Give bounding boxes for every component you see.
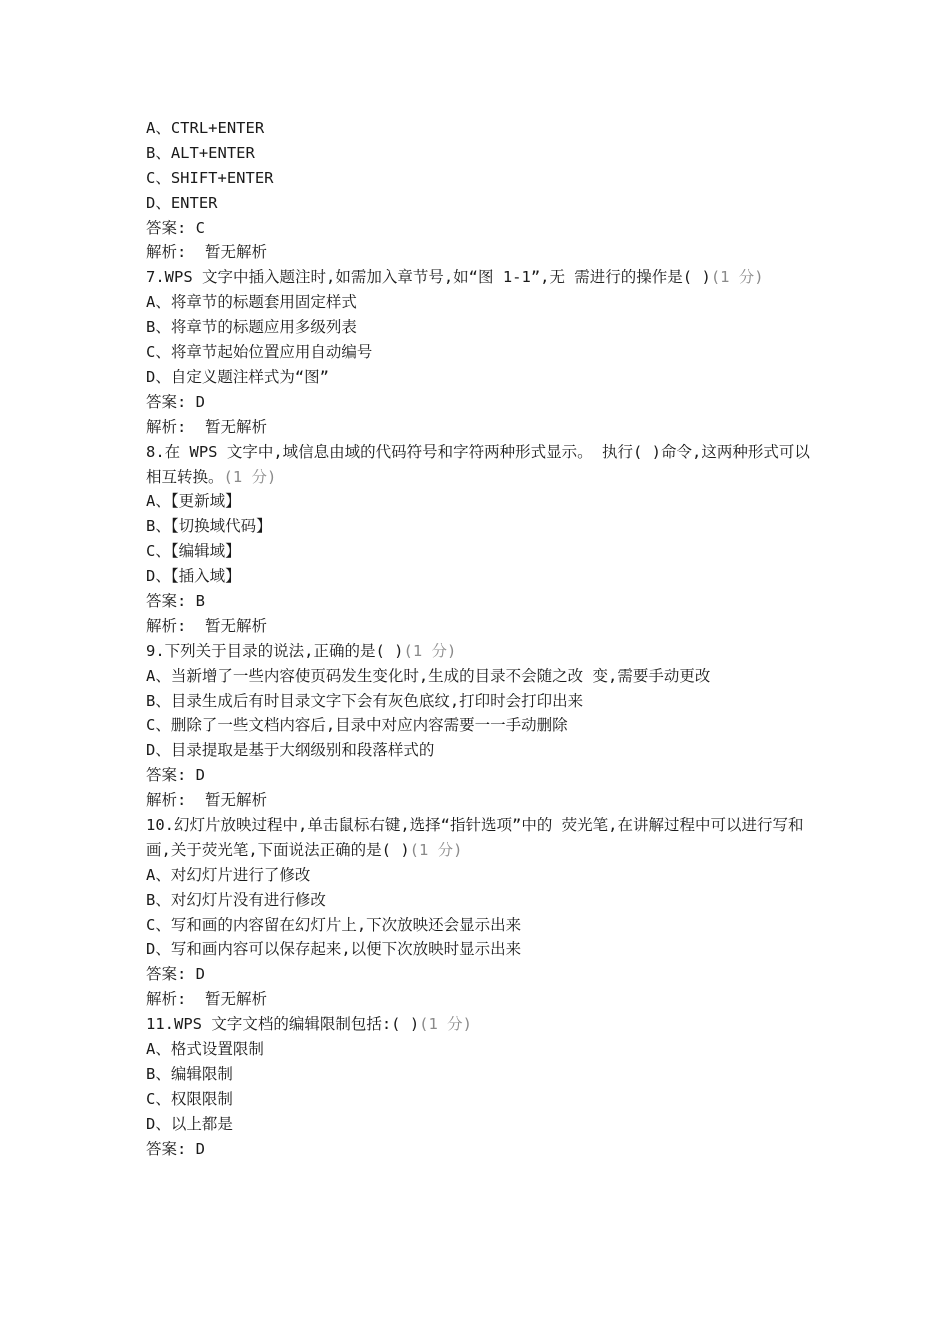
q6-option-b: B、ALT+ENTER [146,143,255,162]
q9-analysis: 解析: 暂无解析 [146,791,267,810]
q10-question [146,813,810,863]
q7-question-text: 7.WPS 文字中插入题注时,如需加入章节号,如“图 1-1”,无 需进行的操作是( ) [146,268,711,287]
q8-option-d: D、【插入域】 [146,567,241,586]
q11-score: (1 分) [419,1015,472,1034]
q6-analysis: 解析: 暂无解析 [146,243,267,262]
q8-option-a: A、【更新域】 [146,492,241,511]
q8-analysis: 解析: 暂无解析 [146,616,267,635]
q7-answer: 答案: D [146,392,205,411]
q8-question [146,440,810,490]
q7-option-c: C、将章节起始位置应用自动编号 [146,343,373,362]
q8-question-text: 8.在 WPS 文字中,域信息由域的代码符号和字符两种形式显示。 执行( )命令,这两种形式可以相互转换。 [146,442,810,486]
q6-option-a: A、CTRL+ENTER [146,119,265,137]
q7-option-a: A、将章节的标题套用固定样式 [146,293,357,312]
q10-option-c: C、写和画的内容留在幻灯片上,下次放映还会显示出来 [146,915,522,934]
q10-answer: 答案: D [146,965,205,984]
q9-question-text: 9.下列关于目录的说法,正确的是( ) [146,641,404,660]
q8-answer: 答案: B [146,591,205,610]
q11-question-text: 11.WPS 文字文档的编辑限制包括:( ) [146,1015,420,1034]
q10-question-text: 10.幻灯片放映过程中,单击鼠标右键,选择“指针选项”中的 荧光笔,在讲解过程中可以进行写和画,关于荧光笔,下面说法正确的是( ) [146,816,804,859]
q11-option-d: D、以上都是 [146,1114,233,1133]
q10-option-b: B、对幻灯片没有进行修改 [146,890,326,909]
q11-question [146,1012,810,1037]
q9-option-b: B、目录生成后有时目录文字下会有灰色底纹,打印时会打印出来 [146,691,584,710]
q10-analysis: 解析: 暂无解析 [146,990,267,1009]
q11-option-c: C、权限限制 [146,1089,233,1108]
q11-option-a: A、格式设置限制 [146,1040,264,1059]
q8-score: (1 分) [223,467,277,486]
q9-option-a: A、当新增了一些内容使页码发生变化时,生成的目录不会随之改 变,需要手动更改 [146,666,711,685]
q7-score: (1 分) [710,268,764,287]
q9-answer: 答案: D [146,766,205,785]
q9-question [146,639,810,664]
q10-option-d: D、写和画内容可以保存起来,以便下次放映时显示出来 [146,940,522,959]
q6-option-d: D、ENTER [146,193,218,212]
q7-option-b: B、将章节的标题应用多级列表 [146,318,357,337]
q9-option-d: D、目录提取是基于大纲级别和段落样式的 [146,741,435,760]
q9-option-c: C、删除了一些文档内容后,目录中对应内容需要一一手动删除 [146,716,568,735]
q7-question [146,265,810,290]
q6-answer: 答案: C [146,218,205,237]
q7-option-d: D、自定义题注样式为“图” [146,367,329,386]
q8-option-c: C、【编辑域】 [146,542,241,561]
q6-option-c: C、SHIFT+ENTER [146,168,274,187]
q11-answer: 答案: D [146,1139,205,1158]
q7-analysis: 解析: 暂无解析 [146,417,267,436]
q9-score: (1 分) [403,641,457,660]
q10-score: (1 分) [409,840,463,859]
q11-option-b: B、编辑限制 [146,1064,233,1083]
q10-option-a: A、对幻灯片进行了修改 [146,865,311,884]
document-page [146,116,810,1162]
q8-option-b: B、【切换域代码】 [146,517,272,536]
